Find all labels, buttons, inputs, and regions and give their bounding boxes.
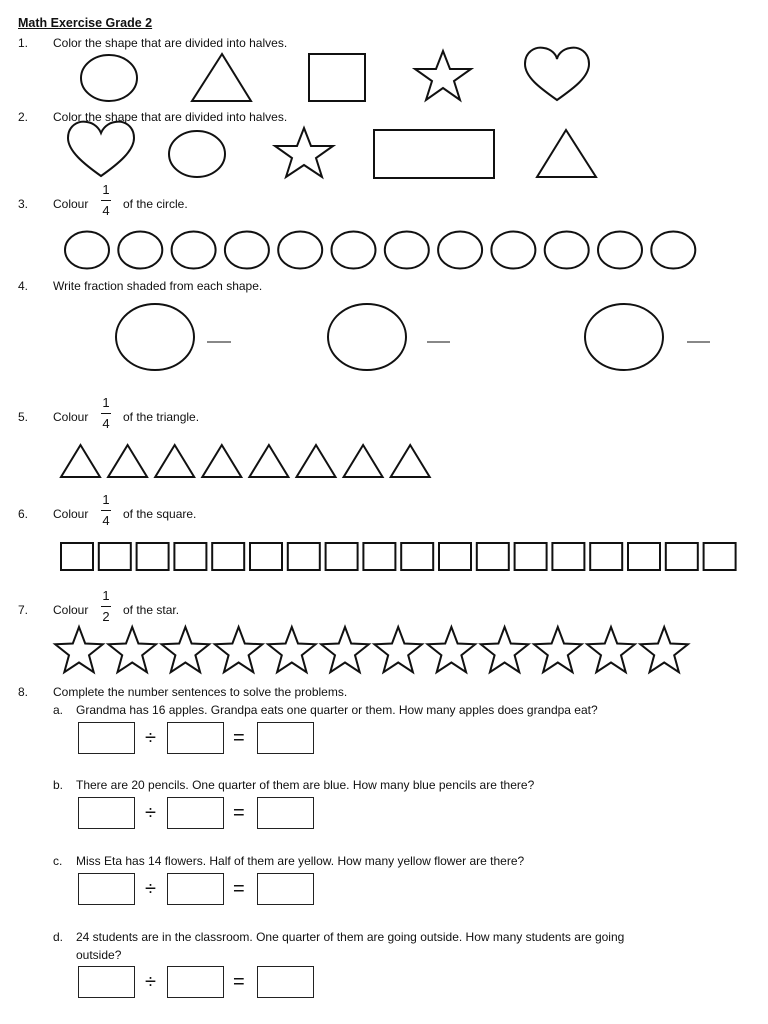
- q7-numerator: 1: [102, 588, 110, 603]
- q5-number: 5.: [18, 410, 29, 424]
- q3-circle[interactable]: [491, 232, 535, 269]
- q2-star[interactable]: [275, 128, 333, 177]
- q4-circle-2[interactable]: [328, 304, 406, 370]
- q3-circle[interactable]: [225, 232, 269, 269]
- q3-circle[interactable]: [598, 232, 642, 269]
- problem-d-text-line2: outside?: [76, 948, 122, 962]
- q5-object-label: of the triangle.: [123, 410, 200, 424]
- q1-circle[interactable]: [81, 55, 137, 101]
- q6-number: 6.: [18, 507, 29, 521]
- q2-rectangle[interactable]: [374, 130, 494, 178]
- q7-star[interactable]: [268, 627, 316, 672]
- q6-denominator: 4: [102, 513, 110, 528]
- q6-square[interactable]: [363, 543, 395, 570]
- q7-star[interactable]: [108, 627, 156, 672]
- problem-c-letter: c.: [53, 854, 63, 868]
- q6-square[interactable]: [288, 543, 320, 570]
- q7-star[interactable]: [321, 627, 369, 672]
- q3-object-label: of the circle.: [123, 197, 188, 211]
- problem-d-equals-sign: =: [233, 971, 245, 993]
- q5-triangle[interactable]: [61, 445, 100, 477]
- q3-circle[interactable]: [545, 232, 589, 269]
- q3-circle[interactable]: [65, 232, 109, 269]
- q6-colour-label: Colour: [53, 507, 89, 521]
- problem-b-divide-sign: ÷: [145, 802, 156, 824]
- q6-square[interactable]: [439, 543, 471, 570]
- q5-triangle[interactable]: [297, 445, 336, 477]
- problem-a-text: Grandma has 16 apples. Grandpa eats one quarter or them. How many apples does grandpa eat?: [76, 703, 598, 717]
- q8-number: 8.: [18, 685, 29, 699]
- q6-square[interactable]: [552, 543, 584, 570]
- q7-star[interactable]: [374, 627, 422, 672]
- problem-d-divide-sign: ÷: [145, 971, 156, 993]
- q3-circle[interactable]: [385, 232, 429, 269]
- problem-c-equals-sign: =: [233, 878, 245, 900]
- problem-b-letter: b.: [53, 778, 64, 792]
- q6-square[interactable]: [704, 543, 736, 570]
- q6-square[interactable]: [477, 543, 509, 570]
- q7-star[interactable]: [55, 627, 103, 672]
- q5-triangle[interactable]: [202, 445, 241, 477]
- problem-c-text: Miss Eta has 14 flowers. Half of them are yellow. How many yellow flower are there?: [76, 854, 525, 868]
- q3-circle[interactable]: [332, 232, 376, 269]
- q7-colour-label: Colour: [53, 603, 89, 617]
- q2-instruction: Color the shape that are divided into halves.: [53, 110, 288, 124]
- q2-heart[interactable]: [68, 122, 134, 176]
- q5-triangle[interactable]: [155, 445, 194, 477]
- q7-star[interactable]: [587, 627, 635, 672]
- q1-triangle[interactable]: [192, 54, 251, 101]
- q2-triangle[interactable]: [537, 130, 596, 177]
- q8-instruction: Complete the number sentences to solve the problems.: [53, 685, 348, 699]
- q2-circle[interactable]: [169, 131, 225, 177]
- q6-square[interactable]: [666, 543, 698, 570]
- q2-number: 2.: [18, 110, 29, 124]
- problem-b-text: There are 20 pencils. One quarter of them are blue. How many blue pencils are there?: [76, 778, 535, 792]
- q7-star[interactable]: [481, 627, 529, 672]
- worksheet-title: Math Exercise Grade 2: [18, 16, 153, 30]
- q5-triangle[interactable]: [344, 445, 383, 477]
- q1-square[interactable]: [309, 54, 365, 101]
- q5-triangle[interactable]: [108, 445, 147, 477]
- q6-square[interactable]: [137, 543, 169, 570]
- q7-star[interactable]: [640, 627, 688, 672]
- q6-square[interactable]: [174, 543, 206, 570]
- q1-star[interactable]: [415, 51, 471, 100]
- q5-colour-label: Colour: [53, 410, 89, 424]
- problem-a-equals-sign: =: [233, 727, 245, 749]
- q4-instruction: Write fraction shaded from each shape.: [53, 279, 263, 293]
- problem-b-equals-sign: =: [233, 802, 245, 824]
- q7-star[interactable]: [534, 627, 582, 672]
- q7-star[interactable]: [162, 627, 210, 672]
- q5-numerator: 1: [102, 395, 110, 410]
- q3-circle[interactable]: [118, 232, 162, 269]
- q7-denominator: 2: [102, 609, 110, 624]
- q1-instruction: Color the shape that are divided into halves.: [53, 36, 288, 50]
- q4-circle-1[interactable]: [116, 304, 194, 370]
- q3-circle[interactable]: [438, 232, 482, 269]
- q3-number: 3.: [18, 197, 29, 211]
- q6-square[interactable]: [590, 543, 622, 570]
- q3-colour-label: Colour: [53, 197, 89, 211]
- q6-numerator: 1: [102, 492, 110, 507]
- q4-circle-3[interactable]: [585, 304, 663, 370]
- q3-circle[interactable]: [651, 232, 695, 269]
- q1-heart[interactable]: [525, 48, 589, 100]
- q3-circle[interactable]: [278, 232, 322, 269]
- problem-a-letter: a.: [53, 703, 64, 717]
- q6-square[interactable]: [61, 543, 93, 570]
- q1-number: 1.: [18, 36, 29, 50]
- problem-a-divide-sign: ÷: [145, 727, 156, 749]
- q7-number: 7.: [18, 603, 29, 617]
- q3-circle[interactable]: [172, 232, 216, 269]
- q4-number: 4.: [18, 279, 29, 293]
- q7-object-label: of the star.: [123, 603, 180, 617]
- q6-square[interactable]: [99, 543, 131, 570]
- q3-numerator: 1: [102, 182, 110, 197]
- q6-square[interactable]: [401, 543, 433, 570]
- q5-triangle[interactable]: [391, 445, 430, 477]
- q7-star[interactable]: [215, 627, 263, 672]
- q5-denominator: 4: [102, 416, 110, 431]
- q5-triangle[interactable]: [249, 445, 288, 477]
- q6-square[interactable]: [212, 543, 244, 570]
- q6-object-label: of the square.: [123, 507, 197, 521]
- q7-star[interactable]: [428, 627, 476, 672]
- problem-d-letter: d.: [53, 930, 64, 944]
- q6-square[interactable]: [326, 543, 358, 570]
- q6-square[interactable]: [250, 543, 282, 570]
- problem-c-divide-sign: ÷: [145, 878, 156, 900]
- q6-square[interactable]: [515, 543, 547, 570]
- problem-d-text-line1: 24 students are in the classroom. One quarter of them are going outside. How many students are going: [76, 930, 625, 944]
- q6-square[interactable]: [628, 543, 660, 570]
- q3-denominator: 4: [102, 203, 110, 218]
